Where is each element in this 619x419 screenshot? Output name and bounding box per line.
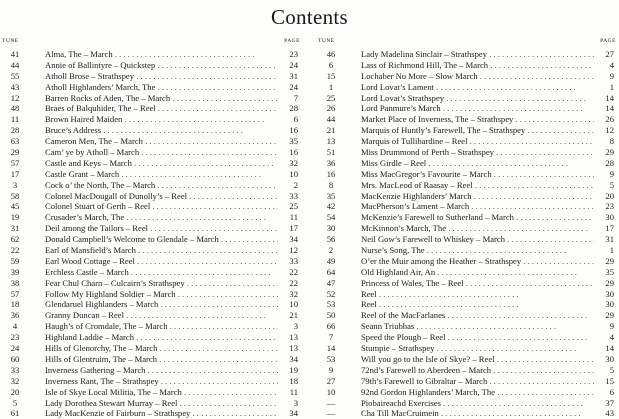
tune-number: 44: [10, 59, 20, 70]
page-number: 17: [605, 223, 614, 234]
tune-number: 24: [10, 343, 20, 354]
tune-number: 53: [326, 299, 336, 310]
tune-number: 36: [10, 310, 20, 321]
tune-title: MacKenzie Highlanders’ March . .: [361, 191, 594, 202]
contents-entry: [2, 310, 300, 321]
contents-entry: [2, 191, 300, 202]
contents-entry: [318, 343, 616, 354]
tune-number: 18: [10, 299, 20, 310]
tune-number: 49: [326, 255, 336, 266]
tune-number: 56: [326, 234, 336, 245]
page-number: 6: [609, 386, 614, 397]
page-number: 24: [289, 81, 298, 92]
tune-title: Speed the Plough – Reel . .: [361, 332, 594, 343]
tune-number: 64: [326, 266, 336, 277]
tune-title: McKenzie’s Farewell to Sutherland – March . .: [361, 212, 594, 223]
page-number: 30: [605, 299, 614, 310]
page-number: 9: [609, 168, 614, 179]
tune-title: Cock o’ the North, The – March . .: [45, 180, 278, 191]
contents-entry: [2, 256, 300, 267]
page-number: 28: [289, 103, 298, 114]
contents-list: [318, 49, 616, 419]
tune-title: Castle Grant – March . .: [45, 169, 278, 180]
contents-entry: [2, 180, 300, 191]
tune-number: 63: [10, 136, 20, 147]
tune-title: 92nd Gordon Highlanders’ March, The . .: [361, 387, 594, 398]
tune-title: Crusader’s March, The . .: [45, 212, 278, 223]
contents-entry: [318, 158, 616, 169]
contents-entry: [318, 354, 616, 365]
contents-entry: [318, 93, 616, 104]
tune-header: TUNE: [2, 38, 19, 44]
page-title: Contents: [270, 5, 349, 29]
tune-title: Lady MacKenzie of Fairburn – Strathspey . .: [45, 408, 278, 419]
contents-entry: [2, 93, 300, 104]
tune-title: Haugh’s of Cromdale, The – March . .: [45, 321, 278, 332]
contents-entry: [2, 354, 300, 365]
contents-entry: [2, 114, 300, 125]
contents-entry: [2, 212, 300, 223]
page-number: 20: [605, 190, 614, 201]
page-number: 33: [289, 255, 298, 266]
contents-entry: [318, 278, 616, 289]
tune-number: 17: [10, 168, 20, 179]
tune-title: Follow My Highland Soldier – March . .: [45, 289, 278, 300]
tune-title: Annie of Ballintyre – Quickstep . .: [45, 60, 278, 71]
page-number: 33: [289, 190, 298, 201]
tune-number: 8: [328, 179, 334, 190]
tune-title: Highland Laddie – March . .: [45, 332, 278, 343]
contents-entry: [318, 223, 616, 234]
page-number: 34: [289, 408, 298, 419]
contents-entry: [318, 310, 616, 321]
contents-entry: [2, 376, 300, 387]
contents-entry: [318, 256, 616, 267]
tune-title: Reel . .: [361, 289, 594, 300]
tune-title: Lord Lovat’s Strathspey . .: [361, 93, 594, 104]
page-number: 34: [289, 353, 298, 364]
contents-entry: [318, 147, 616, 158]
contents-entry: [2, 278, 300, 289]
tune-number: 46: [326, 49, 336, 59]
page-number: 31: [289, 70, 298, 81]
tune-title: Mrs. MacLeod of Raasay – Reel . .: [361, 180, 594, 191]
contents-entry: [318, 332, 616, 343]
tune-title: Market Place of Inverness, The – Strathspey . .: [361, 114, 594, 125]
contents-entry: [2, 223, 300, 234]
contents-entry: [318, 49, 616, 60]
tune-title: Princess of Wales, The – Reel . .: [361, 278, 594, 289]
contents-entry: [2, 365, 300, 376]
page-number: 31: [605, 234, 614, 245]
tune-title: Isle of Skye Local Militia, The – March . .: [45, 387, 278, 398]
page-number: 14: [605, 343, 614, 354]
tune-title: Colonel Stuart of Gerth – Reel . .: [45, 201, 278, 212]
tune-title: Inverness Rant, The – Strathspey . .: [45, 376, 278, 387]
contents-column-right: [318, 38, 616, 419]
page-number: 24: [289, 59, 298, 70]
tune-number: 35: [326, 190, 336, 201]
tune-number: 5: [12, 397, 18, 408]
tune-title: Will you go to the Isle of Skye? – Reel . .: [361, 354, 594, 365]
tune-number: 11: [10, 114, 20, 125]
tune-title: Marquis of Tullibardine – Reel . .: [361, 136, 594, 147]
contents-entry: [318, 212, 616, 223]
page-number: 25: [289, 201, 298, 212]
tune-number: 44: [326, 114, 336, 125]
tune-number: 43: [10, 81, 20, 92]
contents-entry: [2, 321, 300, 332]
page-number: 2: [293, 179, 298, 190]
page-number: 37: [605, 397, 614, 408]
tune-title: Earl Wood Cottage – Reel . .: [45, 256, 278, 267]
tune-title: 79th’s Farewell to Gibraltar – March . .: [361, 376, 594, 387]
page-number: 9: [609, 321, 614, 332]
tune-number: 57: [10, 288, 20, 299]
tune-title: Deil among the Tailors – Reel . .: [45, 223, 278, 234]
tune-number: 42: [326, 201, 336, 212]
page-number: 8: [609, 136, 614, 147]
tune-number: 2: [328, 245, 334, 256]
tune-number: —: [326, 397, 336, 408]
tune-number: 33: [10, 364, 20, 375]
tune-number: 19: [10, 212, 20, 223]
tune-title: Colonel MacDougall of Dunolly’s – Reel . .: [45, 191, 278, 202]
page-number: 29: [605, 277, 614, 288]
contents-entry: [2, 201, 300, 212]
tune-title: Miss Girdle – Reel . .: [361, 158, 594, 169]
page-number: 11: [289, 386, 298, 397]
page-number: 7: [293, 92, 298, 103]
page-number: 29: [605, 147, 614, 158]
tune-title: Piobaireachd Exercises . .: [361, 398, 594, 409]
page-number: 3: [293, 397, 298, 408]
contents-entry: [318, 387, 616, 398]
tune-title: Donald Campbell’s Welcome to Glendale – March . .: [45, 234, 278, 245]
page-number: 6: [293, 114, 298, 125]
page-header: PAGE: [284, 38, 300, 44]
tune-number: 45: [10, 201, 20, 212]
tune-title: Inverness Gathering – March . .: [45, 365, 278, 376]
tune-title: Lass of Richmond Hill, The – March . .: [361, 60, 594, 71]
page-header: PAGE: [600, 38, 616, 44]
tune-number: 12: [10, 92, 20, 103]
contents-list: [2, 49, 300, 419]
tune-number: 6: [328, 59, 334, 70]
tune-number: 14: [326, 343, 336, 354]
contents-entry: [318, 365, 616, 376]
tune-title: Nurse’s Song, The . .: [361, 245, 594, 256]
page-number: 29: [605, 255, 614, 266]
tune-title: Old Highland Air, An . .: [361, 267, 594, 278]
tune-number: 29: [10, 147, 20, 158]
tune-number: 32: [10, 375, 20, 386]
tune-number: 15: [326, 70, 336, 81]
contents-entry: [318, 398, 616, 409]
tune-number: 47: [326, 277, 336, 288]
tune-title: Seann Triubhas . .: [361, 321, 594, 332]
contents-entry: [318, 136, 616, 147]
tune-title: Castle and Keys – March . .: [45, 158, 278, 169]
tune-title: Bruce’s Address . .: [45, 125, 278, 136]
page-number: 23: [289, 49, 298, 59]
contents-entry: [318, 103, 616, 114]
page-number: 5: [609, 179, 614, 190]
tune-number: 9: [328, 364, 334, 375]
tune-title: Cameron Men, The – March . .: [45, 136, 278, 147]
contents-entry: [2, 245, 300, 256]
page-number: 13: [289, 332, 298, 343]
contents-column-left: [2, 38, 300, 419]
tune-title: Hills of Glentruim, The – March . .: [45, 354, 278, 365]
page-number: 32: [289, 157, 298, 168]
tune-title: Earl of Mansfield’s March . .: [45, 245, 278, 256]
contents-entry: [2, 343, 300, 354]
page-number: 15: [605, 375, 614, 386]
page-number: 29: [605, 310, 614, 321]
page-number: 27: [605, 49, 614, 59]
page-number: 14: [605, 103, 614, 114]
contents-entry: [2, 289, 300, 300]
tune-number: 57: [10, 157, 20, 168]
page-number: 21: [289, 310, 298, 321]
contents-entry: [2, 332, 300, 343]
tune-title: MacPherson’s Lament – March . .: [361, 201, 594, 212]
tune-title: Stumpie – Strathspey . .: [361, 343, 594, 354]
page-number: 1: [609, 245, 614, 256]
tune-number: 23: [10, 332, 20, 343]
contents-entry: [318, 234, 616, 245]
page-number: 23: [605, 201, 614, 212]
page-number: 12: [605, 125, 614, 136]
contents-entry: [318, 114, 616, 125]
tune-number: 48: [10, 103, 20, 114]
tune-title: Braes of Balquhider, The – Reel . .: [45, 103, 278, 114]
tune-title: Lord Lovat’s Lament . .: [361, 82, 594, 93]
tune-title: Lochaber No More – Slow March . .: [361, 71, 594, 82]
tune-title: Brown Haired Maiden . .: [45, 114, 278, 125]
tune-title: Barren Rocks of Aden, The – March . .: [45, 93, 278, 104]
tune-title: Granny Duncan – Reel . .: [45, 310, 278, 321]
contents-entry: [2, 398, 300, 409]
page-number: 9: [609, 70, 614, 81]
tune-number: 20: [10, 386, 20, 397]
contents-entry: [318, 408, 616, 419]
page-number: 26: [605, 114, 614, 125]
contents-entry: [2, 82, 300, 93]
contents-entry: [318, 376, 616, 387]
tune-title: Fear Chul Charn – Culcairn’s Strathspey . .: [45, 278, 278, 289]
tune-number: 30: [326, 223, 336, 234]
contents-entry: [318, 289, 616, 300]
tune-number: 50: [326, 310, 336, 321]
tune-title: Atholl Brose – Strathspey . .: [45, 71, 278, 82]
contents-entry: [2, 136, 300, 147]
contents-entry: [2, 60, 300, 71]
column-header: [2, 38, 300, 49]
contents-entry: [318, 299, 616, 310]
contents-entry: [318, 169, 616, 180]
tune-number: 66: [326, 321, 336, 332]
page-number: 32: [289, 288, 298, 299]
page-number: 18: [289, 375, 298, 386]
column-header: [318, 38, 616, 49]
contents-entry: [318, 180, 616, 191]
contents-entry: [2, 147, 300, 158]
contents-entry: [318, 60, 616, 71]
contents-entry: [2, 169, 300, 180]
page-number: 34: [289, 234, 298, 245]
page-number: 43: [605, 408, 614, 419]
tune-title: 72nd’s Farewell to Aberdeen – March . .: [361, 365, 594, 376]
tune-number: 39: [10, 266, 20, 277]
page-number: 3: [293, 321, 298, 332]
tune-title: Erchless Castle – March . .: [45, 267, 278, 278]
contents-entry: [2, 408, 300, 419]
page-number: 30: [605, 288, 614, 299]
tune-number: 22: [10, 245, 20, 256]
contents-entry: [318, 191, 616, 202]
page-number: 12: [289, 245, 298, 256]
contents-entry: [2, 267, 300, 278]
tune-number: 7: [328, 332, 334, 343]
contents-entry: [318, 82, 616, 93]
page-number: 10: [289, 168, 298, 179]
contents-entry: [2, 103, 300, 114]
page-number: 19: [289, 364, 298, 375]
tune-number: 26: [326, 103, 336, 114]
tune-title: Cam’ ye by Atholl – March . .: [45, 147, 278, 158]
page-number: 4: [609, 332, 614, 343]
contents-entry: [2, 158, 300, 169]
tune-number: 52: [326, 288, 336, 299]
page-number: 11: [289, 212, 298, 223]
tune-header: TUNE: [318, 38, 335, 44]
tune-number: 38: [10, 277, 20, 288]
page-number: 1: [609, 81, 614, 92]
tune-number: 59: [10, 255, 20, 266]
tune-number: 61: [10, 408, 20, 419]
contents-entry: [2, 49, 300, 60]
page-number: 10: [289, 299, 298, 310]
tune-number: 41: [10, 49, 20, 59]
tune-title: McKinnon’s March, The . .: [361, 223, 594, 234]
page-number: 35: [605, 266, 614, 277]
page-number: 13: [289, 343, 298, 354]
tune-title: Atholl Highlanders’ March, The . .: [45, 82, 278, 93]
page-number: 30: [605, 212, 614, 223]
contents-entry: [318, 71, 616, 82]
contents-entry: [318, 245, 616, 256]
page-number: 28: [605, 157, 614, 168]
tune-number: 25: [326, 92, 336, 103]
tune-title: Neil Gow’s Farewell to Whiskey – March . .: [361, 234, 594, 245]
tune-title: Alma, The – March . .: [45, 49, 278, 60]
page-number: 5: [609, 364, 614, 375]
tune-title: Marquis of Huntly’s Farewell, The – Strathspey . .: [361, 125, 594, 136]
page-number: 35: [289, 136, 298, 147]
tune-title: Lady Dorothea Stewart Murray – Reel . .: [45, 398, 278, 409]
contents-entry: [318, 125, 616, 136]
page-number: 17: [289, 223, 298, 234]
contents-entry: [2, 125, 300, 136]
tune-number: 16: [326, 168, 336, 179]
tune-title: Miss MacGregor’s Favourite – March . .: [361, 169, 594, 180]
tune-number: 58: [10, 190, 20, 201]
tune-number: —: [326, 408, 336, 419]
tune-number: 13: [326, 136, 336, 147]
page-number: 4: [609, 59, 614, 70]
tune-number: 4: [12, 321, 18, 332]
page-number: 22: [289, 277, 298, 288]
page-number: 16: [289, 147, 298, 158]
tune-title: Lord Panmure’s March . .: [361, 103, 594, 114]
tune-title: Cha Till MacCruimein . .: [361, 408, 594, 419]
contents-entry: [2, 387, 300, 398]
contents-entry: [318, 321, 616, 332]
contents-entry: [2, 234, 300, 245]
page-number: 16: [289, 125, 298, 136]
tune-number: 28: [10, 125, 20, 136]
tune-number: 54: [326, 212, 336, 223]
tune-number: 53: [326, 353, 336, 364]
contents-entry: [2, 299, 300, 310]
tune-number: 27: [326, 375, 336, 386]
tune-number: 31: [10, 223, 20, 234]
page-number: 30: [605, 353, 614, 364]
tune-title: Miss Drummond of Perth – Strathspey . .: [361, 147, 594, 158]
tune-title: Reel . .: [361, 299, 594, 310]
contents-entry: [318, 267, 616, 278]
tune-number: 1: [328, 81, 334, 92]
tune-number: 36: [326, 157, 336, 168]
tune-number: 55: [10, 70, 20, 81]
contents-entry: [318, 201, 616, 212]
tune-number: 21: [326, 125, 336, 136]
tune-title: Glendaruel Highlanders – March . .: [45, 299, 278, 310]
tune-number: 60: [10, 353, 20, 364]
tune-number: 51: [326, 147, 336, 158]
tune-number: 10: [326, 386, 336, 397]
tune-number: 3: [12, 179, 18, 190]
page-number: 14: [605, 92, 614, 103]
tune-title: Lady Madelina Sinclair – Strathspey . .: [361, 49, 594, 60]
tune-number: 62: [10, 234, 20, 245]
tune-title: Reel of the MacFarlanes . .: [361, 310, 594, 321]
tune-title: Hills of Glenorchy, The – March . .: [45, 343, 278, 354]
contents-entry: [2, 71, 300, 82]
page-number: 22: [289, 266, 298, 277]
tune-title: O’er the Muir among the Heather – Strathspey . .: [361, 256, 594, 267]
